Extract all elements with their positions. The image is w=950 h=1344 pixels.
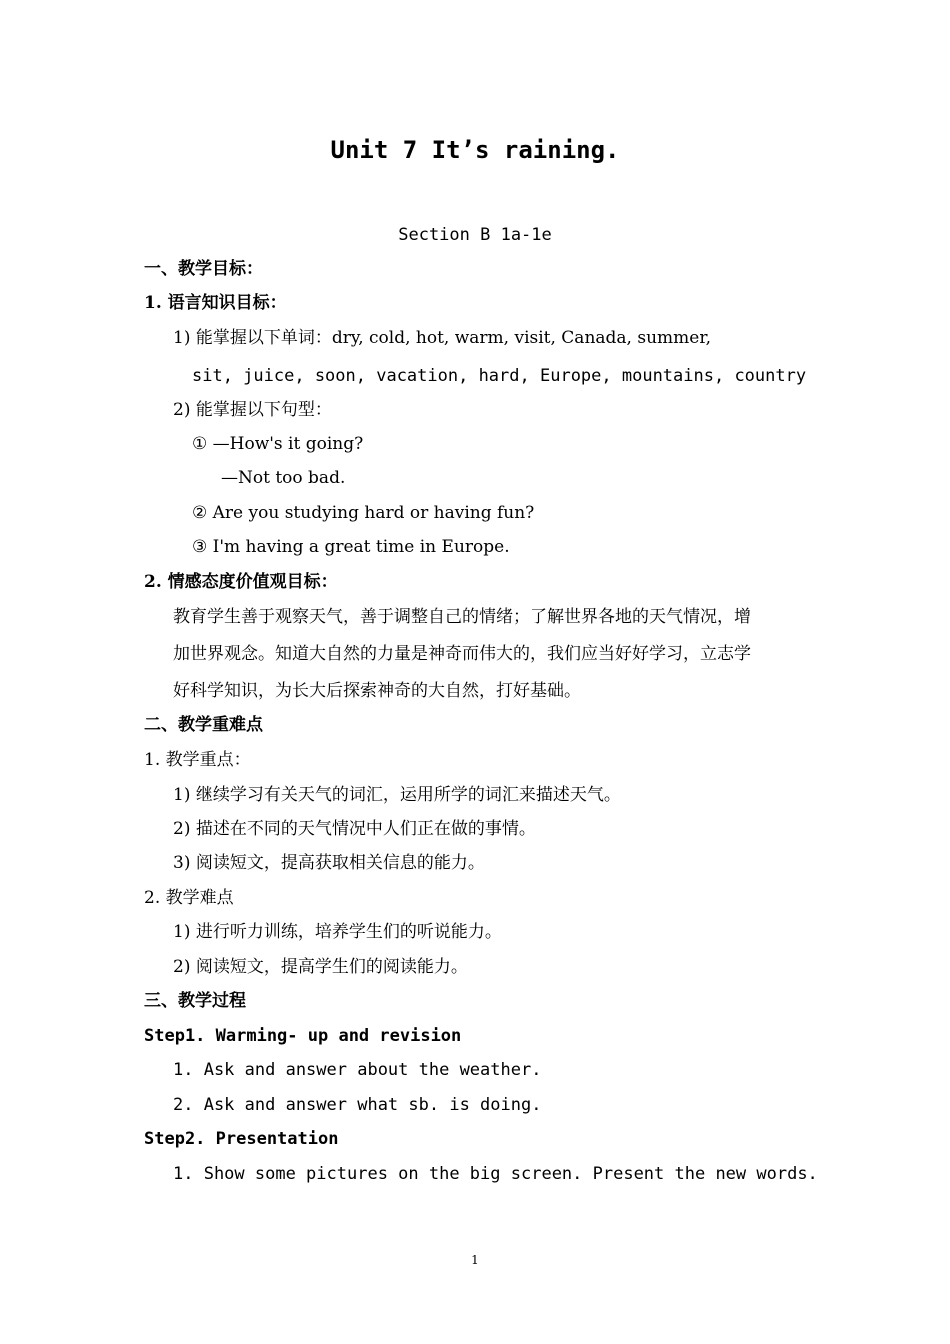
vocab-line-2: sit, juice, soon, vacation, hard, Europe, mountains, country: [192, 366, 807, 386]
heading-attitude-goals: 2. 情感态度价值观目标：: [144, 572, 338, 592]
heading-key-difficult: 二、教学重难点: [144, 715, 263, 735]
page-number: 1: [471, 1253, 479, 1267]
attitude-text-line-1: 教育学生善于观察天气，善于调整自己的情绪；了解世界各地的天气情况，增: [173, 607, 751, 627]
key-point-1: 1) 继续学习有关天气的词汇，运用所学的词汇来描述天气。: [173, 785, 621, 805]
document-title: Unit 7 It’s raining.: [330, 136, 620, 164]
attitude-text-line-3: 好科学知识，为长大后探索神奇的大自然，打好基础。: [173, 681, 581, 701]
sentence-patterns-heading: 2) 能掌握以下句型：: [173, 400, 332, 420]
step2-item-1: 1. Show some pictures on the big screen. Present the new words.: [173, 1164, 818, 1184]
heading-language-goals: 1. 语言知识目标：: [144, 293, 287, 313]
difficult-point-2: 2) 阅读短文，提高学生们的阅读能力。: [173, 957, 468, 977]
step2-heading: Step2. Presentation: [144, 1129, 339, 1149]
attitude-text-line-2: 加世界观念。知道大自然的力量是神奇而伟大的，我们应当好好学习，立志学: [173, 644, 751, 664]
difficult-points-heading: 2. 教学难点: [144, 888, 234, 908]
step1-item-1: 1. Ask and answer about the weather.: [173, 1060, 542, 1080]
sentence-pattern-3: ③ I'm having a great time in Europe.: [192, 537, 510, 557]
step1-heading: Step1. Warming- up and revision: [144, 1026, 462, 1046]
vocab-line-1: 1) 能掌握以下单词：dry, cold, hot, warm, visit, Canada, summer,: [173, 328, 711, 348]
key-point-2: 2) 描述在不同的天气情况中人们正在做的事情。: [173, 819, 536, 839]
section-subtitle: Section B 1a-1e: [398, 225, 552, 245]
key-points-heading: 1. 教学重点：: [144, 750, 251, 770]
difficult-point-1: 1) 进行听力训练，培养学生们的听说能力。: [173, 922, 502, 942]
heading-objectives: 一、教学目标：: [144, 259, 263, 279]
key-point-3: 3) 阅读短文，提高获取相关信息的能力。: [173, 853, 485, 873]
sentence-pattern-2: ② Are you studying hard or having fun?: [192, 503, 535, 523]
step1-item-2: 2. Ask and answer what sb. is doing.: [173, 1095, 542, 1115]
heading-teaching-process: 三、教学过程: [144, 991, 246, 1011]
sentence-pattern-1a: ① —How's it going?: [192, 434, 364, 454]
sentence-pattern-1b: —Not too bad.: [221, 468, 346, 488]
